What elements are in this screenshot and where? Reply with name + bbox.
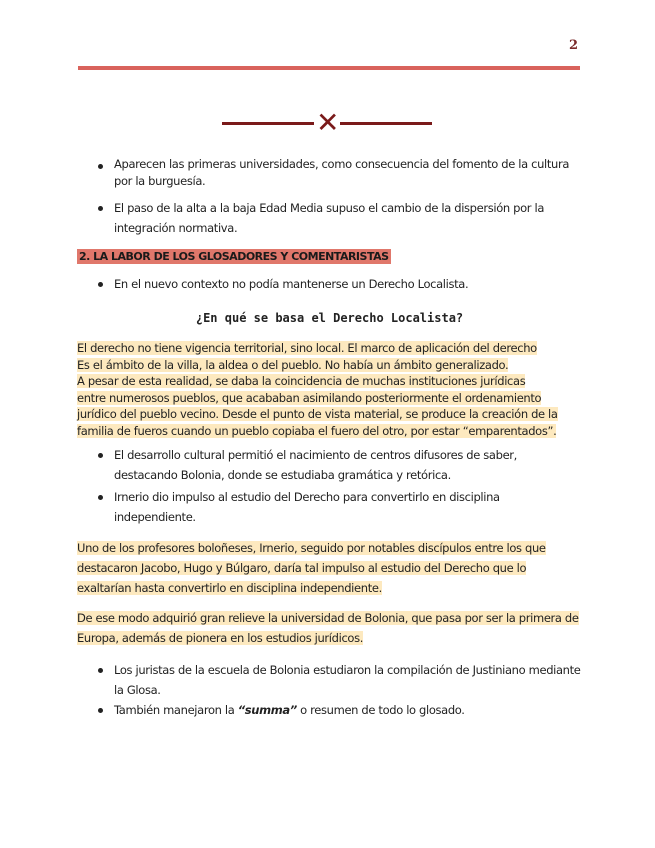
highlighted-text: De ese modo adquirió gran relieve la universidad de Bolonia, que pasa por ser la primera de Europa, además de pionera en los estudios jurídicos. bbox=[77, 611, 579, 645]
question-heading: ¿En qué se basa el Derecho Localista? bbox=[195, 311, 464, 325]
text-line: entre numerosos pueblos, que acababan asimilando posteriormente el ordenamiento bbox=[77, 390, 542, 405]
paragraph-localista bbox=[77, 340, 582, 439]
page-number: 2 bbox=[568, 38, 578, 53]
list-item: Irnerio dio impulso al estudio del Derecho para convertirlo en disciplina independiente. bbox=[77, 487, 582, 527]
list-text: o resumen de todo lo glosado. bbox=[296, 703, 465, 717]
bullet-list-1 bbox=[77, 156, 582, 238]
divider-line-left bbox=[222, 122, 314, 125]
text-line: Es el ámbito de la villa, la aldea o del pueblo. No había un ámbito generalizado. bbox=[77, 357, 509, 372]
list-item: En el nuevo contexto no podía mantenerse un Derecho Localista. bbox=[77, 274, 582, 294]
section-heading-wrap bbox=[77, 249, 582, 264]
paragraph-irnerio bbox=[77, 538, 582, 598]
list-text: También manejaron la bbox=[114, 703, 238, 717]
list-item bbox=[77, 700, 582, 720]
emphasis-term: “summa” bbox=[237, 703, 297, 717]
highlighted-text: Uno de los profesores boloñeses, Irnerio, seguido por notables discípulos entre los que destacaron Jacobo, Hugo y Búlgaro, daría tal impulso al estudio del Derecho que lo exaltarían hasta convertirlo en disciplina independiente. bbox=[77, 541, 546, 595]
divider-line-right bbox=[340, 122, 432, 125]
list-item: El desarrollo cultural permitió el nacimiento de centros difusores de saber, destacando Bolonia, donde se estudiaba gramática y retórica. bbox=[77, 445, 582, 485]
list-item: Los juristas de la escuela de Bolonia estudiaron la compilación de Justiniano mediante la Glosa. bbox=[77, 660, 582, 700]
section-divider-ornament bbox=[222, 106, 432, 139]
list-item: El paso de la alta a la baja Edad Media supuso el cambio de la dispersión por la integración normativa. bbox=[77, 198, 582, 238]
text-line: A pesar de esta realidad, se daba la coincidencia de muchas instituciones jurídicas bbox=[77, 374, 526, 388]
text-line: familia de fueros cuando un pueblo copiaba el fuero del otro, por estar “emparentados”. bbox=[77, 423, 557, 438]
bullet-list-4 bbox=[77, 660, 582, 720]
cross-icon: ✕ bbox=[316, 106, 340, 139]
document-body bbox=[77, 156, 582, 720]
header-rule bbox=[78, 66, 580, 70]
list-item: Aparecen las primeras universidades, como consecuencia del fomento de la cultura por la burguesía. bbox=[77, 156, 582, 189]
paragraph-bolonia bbox=[77, 608, 582, 648]
text-line: El derecho no tiene vigencia territorial, sino local. El marco de aplicación del derecho bbox=[77, 341, 537, 355]
bullet-list-3 bbox=[77, 445, 582, 527]
section-heading: 2. LA LABOR DE LOS GLOSADORES Y COMENTARISTAS bbox=[79, 250, 389, 263]
text-line: jurídico del pueblo vecino. Desde el punto de vista material, se produce la creación de la bbox=[77, 407, 558, 421]
bullet-list-2 bbox=[77, 274, 582, 294]
